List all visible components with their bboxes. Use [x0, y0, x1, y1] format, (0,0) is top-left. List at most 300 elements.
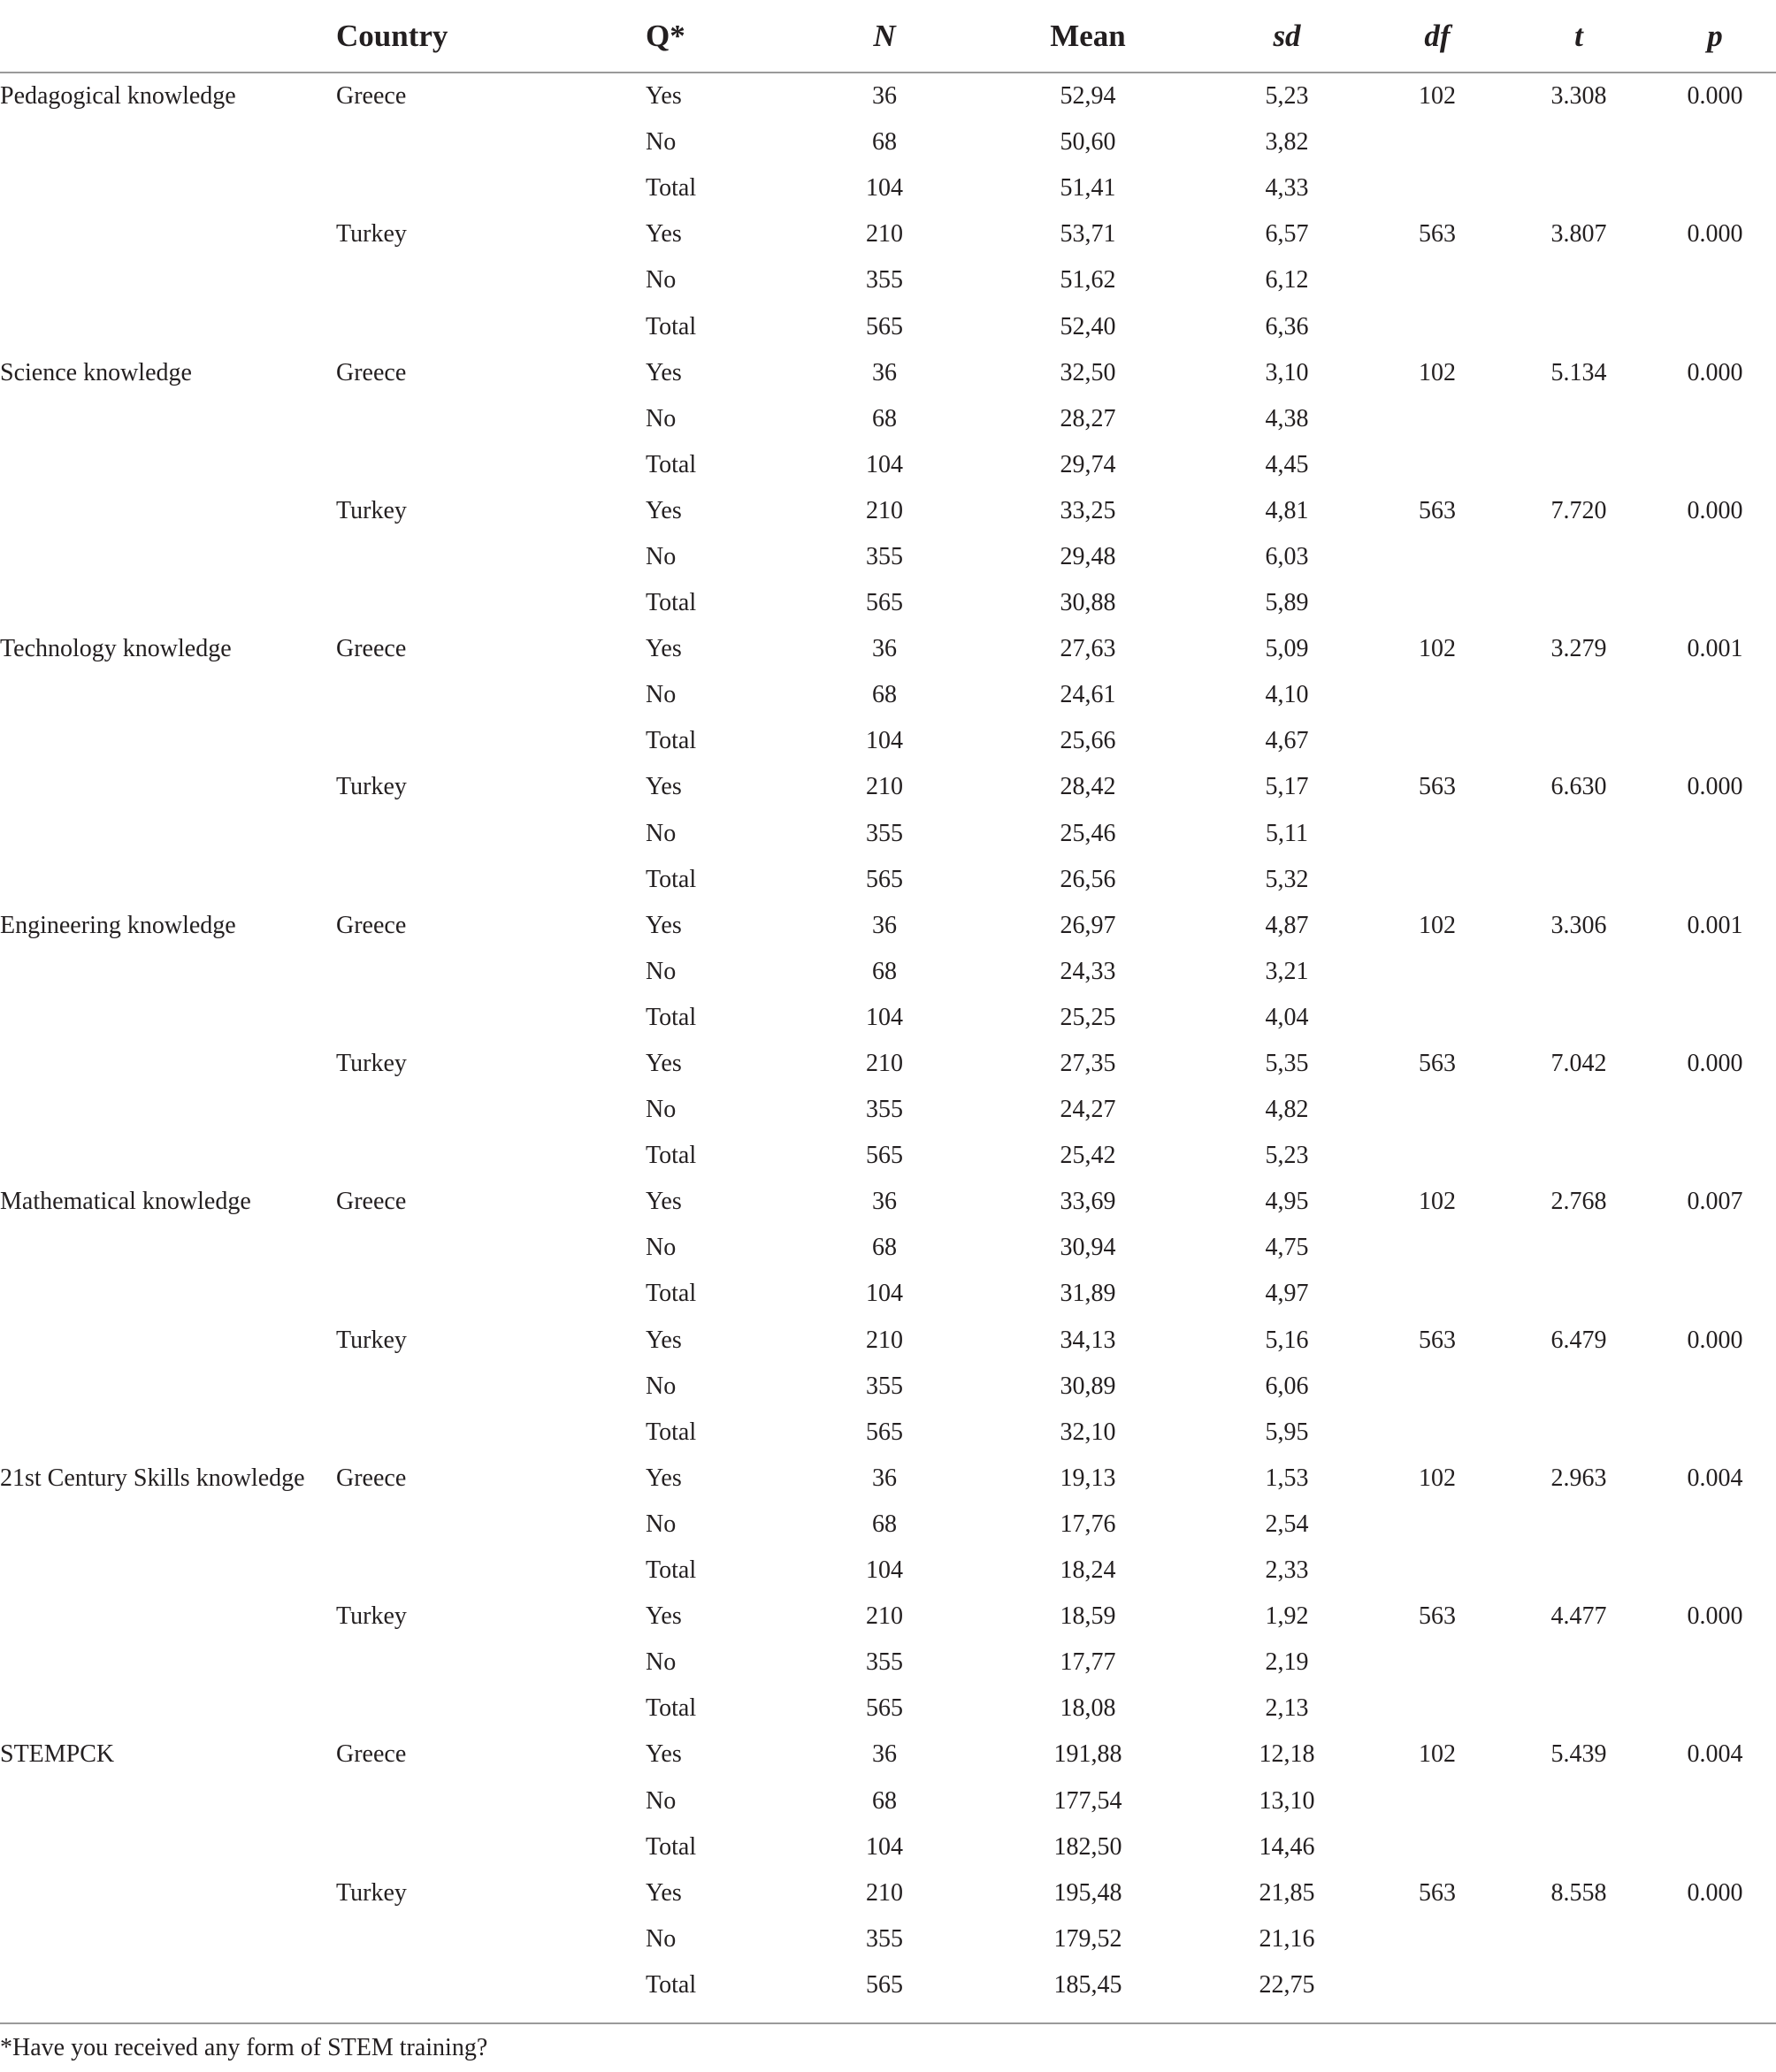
- cell-p: [1654, 995, 1776, 1041]
- cell-t: [1504, 1686, 1654, 1732]
- cell-q: Total: [646, 312, 697, 340]
- cell-country: [336, 672, 646, 718]
- cell-sd: 5,16: [1265, 1326, 1309, 1354]
- table-row: [0, 1041, 1776, 1087]
- cell-sd: 4,33: [1265, 174, 1309, 203]
- cell-n: 104: [866, 450, 903, 478]
- cell-mean: 29,74: [1060, 450, 1116, 478]
- cell-q: Yes: [646, 1878, 682, 1907]
- cell-mean: 31,89: [1060, 1280, 1116, 1308]
- cell-q: No: [646, 957, 677, 985]
- table-row: [0, 1686, 1776, 1732]
- cell-mean: 17,77: [1060, 1648, 1116, 1677]
- cell-n: 36: [872, 1464, 897, 1492]
- cell-p: 0.000: [1687, 496, 1743, 524]
- cell-variable: Engineering knowledge: [0, 911, 236, 939]
- cell-t: 4.477: [1550, 1602, 1607, 1631]
- cell-sd: 4,67: [1265, 727, 1309, 755]
- cell-t: [1504, 396, 1654, 442]
- cell-country: [336, 1087, 646, 1133]
- cell-country: [336, 442, 646, 488]
- cell-q: No: [646, 681, 677, 709]
- cell-p: 0.001: [1687, 635, 1743, 663]
- cell-mean: 51,41: [1060, 174, 1116, 203]
- table-row: [0, 1364, 1776, 1410]
- cell-t: [1504, 1640, 1654, 1686]
- cell-mean: 177,54: [1053, 1786, 1122, 1815]
- cell-n: 68: [872, 957, 897, 985]
- header-t: t: [1504, 0, 1654, 73]
- cell-df: [1371, 1640, 1504, 1686]
- cell-q: Total: [646, 450, 697, 478]
- cell-df: [1371, 1824, 1504, 1870]
- header-country: Country: [336, 0, 646, 73]
- cell-q: Total: [646, 865, 697, 893]
- cell-p: 0.007: [1687, 1188, 1743, 1216]
- cell-n: 355: [866, 1648, 903, 1677]
- cell-variable: [0, 1318, 336, 1364]
- cell-variable: STEMPCK: [0, 1740, 115, 1769]
- cell-n: 355: [866, 1372, 903, 1400]
- cell-t: 3.306: [1550, 911, 1607, 939]
- table-row: [0, 1916, 1776, 1962]
- cell-t: [1504, 1225, 1654, 1271]
- cell-p: [1654, 1962, 1776, 2008]
- table-row: [0, 1548, 1776, 1594]
- cell-mean: 33,69: [1060, 1188, 1116, 1216]
- cell-sd: 5,17: [1265, 773, 1309, 801]
- cell-q: No: [646, 1924, 677, 1953]
- cell-country: [336, 1364, 646, 1410]
- cell-df: 563: [1419, 1050, 1456, 1078]
- cell-q: No: [646, 1648, 677, 1677]
- cell-df: [1371, 672, 1504, 718]
- cell-q: Total: [646, 1280, 697, 1308]
- cell-variable: [0, 1364, 336, 1410]
- cell-variable: [0, 580, 336, 626]
- cell-q: Total: [646, 1556, 697, 1585]
- cell-q: Total: [646, 1142, 697, 1170]
- cell-variable: [0, 119, 336, 165]
- cell-p: [1654, 119, 1776, 165]
- cell-sd: 3,82: [1265, 128, 1309, 157]
- cell-q: Yes: [646, 1602, 682, 1631]
- cell-variable: Pedagogical knowledge: [0, 82, 236, 111]
- cell-sd: 4,75: [1265, 1234, 1309, 1262]
- cell-mean: 18,59: [1060, 1602, 1116, 1631]
- cell-df: [1371, 119, 1504, 165]
- cell-mean: 25,42: [1060, 1142, 1116, 1170]
- table-row: [0, 442, 1776, 488]
- cell-variable: Technology knowledge: [0, 635, 232, 663]
- table-row: [0, 534, 1776, 580]
- cell-df: [1371, 1364, 1504, 1410]
- cell-n: 210: [866, 1326, 903, 1354]
- cell-sd: 13,10: [1259, 1786, 1315, 1815]
- cell-n: 68: [872, 1510, 897, 1538]
- cell-n: 68: [872, 128, 897, 157]
- cell-p: 0.004: [1687, 1464, 1743, 1492]
- table-footnote: *Have you received any form of STEM training?: [0, 2034, 488, 2061]
- cell-t: [1504, 580, 1654, 626]
- cell-sd: 5,23: [1265, 82, 1309, 111]
- cell-sd: 1,53: [1265, 1464, 1309, 1492]
- cell-n: 36: [872, 911, 897, 939]
- cell-p: [1654, 1502, 1776, 1548]
- table-row: [0, 1778, 1776, 1824]
- cell-n: 104: [866, 1832, 903, 1861]
- cell-variable: [0, 488, 336, 534]
- cell-p: 0.000: [1687, 1602, 1743, 1631]
- cell-t: [1504, 1502, 1654, 1548]
- cell-df: [1371, 1133, 1504, 1179]
- table-header-row: [0, 0, 1776, 73]
- cell-variable: 21st Century Skills knowledge: [0, 1464, 305, 1492]
- cell-q: No: [646, 1786, 677, 1815]
- cell-q: Total: [646, 1418, 697, 1446]
- cell-variable: [0, 1041, 336, 1087]
- cell-n: 565: [866, 1418, 903, 1446]
- table-row: [0, 1962, 1776, 2008]
- cell-n: 68: [872, 681, 897, 709]
- table-row: [0, 1318, 1776, 1364]
- cell-p: [1654, 1824, 1776, 1870]
- cell-t: 7.720: [1550, 496, 1607, 524]
- cell-mean: 28,27: [1060, 404, 1116, 432]
- cell-sd: 5,11: [1266, 819, 1308, 847]
- cell-country: [336, 396, 646, 442]
- cell-variable: [0, 1916, 336, 1962]
- cell-country: [336, 1778, 646, 1824]
- cell-t: [1504, 949, 1654, 995]
- cell-n: 68: [872, 1234, 897, 1262]
- cell-variable: [0, 1686, 336, 1732]
- cell-n: 210: [866, 1602, 903, 1631]
- cell-variable: [0, 857, 336, 903]
- cell-n: 36: [872, 358, 897, 386]
- cell-mean: 51,62: [1060, 266, 1116, 294]
- cell-sd: 22,75: [1259, 1970, 1315, 1999]
- cell-country: [336, 949, 646, 995]
- cell-t: 2.768: [1550, 1188, 1607, 1216]
- cell-p: [1654, 949, 1776, 995]
- table-row: [0, 1640, 1776, 1686]
- cell-q: Total: [646, 1003, 697, 1031]
- cell-n: 36: [872, 1740, 897, 1769]
- cell-mean: 33,25: [1060, 496, 1116, 524]
- cell-t: 3.279: [1550, 635, 1607, 663]
- cell-n: 68: [872, 1786, 897, 1815]
- cell-t: 3.807: [1550, 220, 1607, 248]
- cell-q: Total: [646, 174, 697, 203]
- cell-mean: 25,66: [1060, 727, 1116, 755]
- cell-mean: 18,08: [1060, 1694, 1116, 1723]
- cell-n: 355: [866, 266, 903, 294]
- cell-variable: [0, 396, 336, 442]
- cell-country: [336, 857, 646, 903]
- cell-p: 0.000: [1687, 773, 1743, 801]
- cell-q: No: [646, 128, 677, 157]
- table-bottom-rule: [0, 2022, 1776, 2024]
- cell-country: [336, 580, 646, 626]
- cell-p: 0.000: [1687, 1326, 1743, 1354]
- cell-df: 102: [1419, 1464, 1456, 1492]
- cell-country: [336, 1916, 646, 1962]
- cell-t: 8.558: [1550, 1878, 1607, 1907]
- cell-mean: 185,45: [1053, 1970, 1122, 1999]
- cell-variable: Mathematical knowledge: [0, 1188, 251, 1216]
- table-row: [0, 350, 1776, 396]
- cell-mean: 26,97: [1060, 911, 1116, 939]
- cell-n: 68: [872, 404, 897, 432]
- cell-mean: 195,48: [1053, 1878, 1122, 1907]
- cell-sd: 4,87: [1265, 911, 1309, 939]
- cell-t: [1504, 1824, 1654, 1870]
- cell-country: Turkey: [336, 1050, 407, 1078]
- cell-mean: 53,71: [1060, 220, 1116, 248]
- table-row: [0, 303, 1776, 349]
- cell-p: [1654, 672, 1776, 718]
- cell-q: No: [646, 1234, 677, 1262]
- cell-variable: [0, 1594, 336, 1640]
- cell-q: Yes: [646, 1050, 682, 1078]
- cell-variable: [0, 1778, 336, 1824]
- cell-n: 355: [866, 542, 903, 570]
- cell-p: 0.000: [1687, 82, 1743, 111]
- header-sd: sd: [1203, 0, 1371, 73]
- cell-sd: 3,21: [1265, 957, 1309, 985]
- cell-df: 102: [1419, 911, 1456, 939]
- cell-sd: 4,81: [1265, 496, 1309, 524]
- cell-t: [1504, 303, 1654, 349]
- cell-n: 104: [866, 174, 903, 203]
- cell-mean: 30,89: [1060, 1372, 1116, 1400]
- cell-p: [1654, 303, 1776, 349]
- cell-country: Greece: [336, 358, 407, 386]
- cell-p: [1654, 257, 1776, 303]
- cell-n: 36: [872, 82, 897, 111]
- cell-variable: [0, 1133, 336, 1179]
- cell-t: [1504, 1087, 1654, 1133]
- cell-mean: 24,33: [1060, 957, 1116, 985]
- table-row: [0, 1133, 1776, 1179]
- cell-df: [1371, 1225, 1504, 1271]
- cell-mean: 52,40: [1060, 312, 1116, 340]
- cell-q: Yes: [646, 82, 682, 111]
- cell-p: [1654, 1548, 1776, 1594]
- cell-df: [1371, 1410, 1504, 1456]
- cell-variable: [0, 995, 336, 1041]
- cell-country: [336, 1686, 646, 1732]
- table-row: [0, 1410, 1776, 1456]
- cell-variable: [0, 764, 336, 810]
- cell-country: Greece: [336, 1464, 407, 1492]
- cell-mean: 25,46: [1060, 819, 1116, 847]
- cell-country: [336, 1271, 646, 1317]
- cell-df: [1371, 534, 1504, 580]
- cell-p: [1654, 1916, 1776, 1962]
- header-p: p: [1654, 0, 1776, 73]
- table-row: [0, 764, 1776, 810]
- cell-df: 563: [1419, 1326, 1456, 1354]
- cell-country: Turkey: [336, 220, 407, 248]
- cell-q: No: [646, 404, 677, 432]
- cell-df: 563: [1419, 220, 1456, 248]
- cell-country: Turkey: [336, 1878, 407, 1907]
- cell-variable: [0, 534, 336, 580]
- table-row: [0, 1824, 1776, 1870]
- header-mean: Mean: [973, 0, 1203, 73]
- cell-country: [336, 1410, 646, 1456]
- cell-n: 565: [866, 1694, 903, 1723]
- cell-t: [1504, 165, 1654, 211]
- cell-variable: [0, 1870, 336, 1916]
- cell-mean: 30,88: [1060, 589, 1116, 617]
- cell-p: [1654, 534, 1776, 580]
- cell-mean: 17,76: [1060, 1510, 1116, 1538]
- cell-mean: 18,24: [1060, 1556, 1116, 1585]
- cell-sd: 5,95: [1265, 1418, 1309, 1446]
- cell-p: [1654, 857, 1776, 903]
- table-row: [0, 1502, 1776, 1548]
- table-row: [0, 1179, 1776, 1225]
- cell-df: [1371, 165, 1504, 211]
- cell-n: 210: [866, 1050, 903, 1078]
- cell-df: [1371, 303, 1504, 349]
- cell-variable: [0, 1502, 336, 1548]
- cell-df: 102: [1419, 635, 1456, 663]
- cell-t: 7.042: [1550, 1050, 1607, 1078]
- cell-n: 355: [866, 819, 903, 847]
- cell-variable: [0, 811, 336, 857]
- cell-p: [1654, 442, 1776, 488]
- cell-q: Total: [646, 589, 697, 617]
- cell-sd: 4,38: [1265, 404, 1309, 432]
- table-row: [0, 811, 1776, 857]
- cell-q: Yes: [646, 358, 682, 386]
- cell-mean: 25,25: [1060, 1003, 1116, 1031]
- cell-country: Greece: [336, 1740, 407, 1769]
- cell-mean: 30,94: [1060, 1234, 1116, 1262]
- table-row: [0, 903, 1776, 949]
- cell-country: [336, 534, 646, 580]
- header-df: df: [1371, 0, 1504, 73]
- cell-sd: 6,12: [1265, 266, 1309, 294]
- cell-df: [1371, 1778, 1504, 1824]
- cell-t: 3.308: [1550, 82, 1607, 111]
- cell-q: Yes: [646, 1740, 682, 1769]
- cell-sd: 5,89: [1265, 589, 1309, 617]
- cell-p: [1654, 580, 1776, 626]
- cell-sd: 2,13: [1265, 1694, 1309, 1723]
- cell-sd: 4,45: [1265, 450, 1309, 478]
- cell-t: [1504, 1133, 1654, 1179]
- cell-sd: 6,06: [1265, 1372, 1309, 1400]
- cell-sd: 5,09: [1265, 635, 1309, 663]
- cell-variable: [0, 257, 336, 303]
- cell-t: [1504, 119, 1654, 165]
- cell-t: [1504, 1410, 1654, 1456]
- cell-variable: [0, 211, 336, 257]
- cell-t: [1504, 1271, 1654, 1317]
- cell-country: Turkey: [336, 773, 407, 801]
- table-row: [0, 1732, 1776, 1778]
- cell-q: Yes: [646, 911, 682, 939]
- cell-df: [1371, 257, 1504, 303]
- cell-df: [1371, 1962, 1504, 2008]
- cell-q: Yes: [646, 1326, 682, 1354]
- cell-p: [1654, 1410, 1776, 1456]
- cell-df: [1371, 1548, 1504, 1594]
- cell-mean: 52,94: [1060, 82, 1116, 111]
- cell-p: [1654, 1364, 1776, 1410]
- cell-n: 210: [866, 1878, 903, 1907]
- cell-q: Yes: [646, 635, 682, 663]
- cell-df: [1371, 949, 1504, 995]
- cell-variable: [0, 442, 336, 488]
- cell-sd: 1,92: [1265, 1602, 1309, 1631]
- cell-sd: 5,35: [1265, 1050, 1309, 1078]
- cell-mean: 179,52: [1053, 1924, 1122, 1953]
- cell-variable: [0, 1640, 336, 1686]
- cell-sd: 14,46: [1259, 1832, 1315, 1861]
- cell-variable: [0, 1225, 336, 1271]
- cell-p: [1654, 165, 1776, 211]
- cell-country: [336, 1225, 646, 1271]
- cell-country: [336, 811, 646, 857]
- cell-t: [1504, 534, 1654, 580]
- table-row: [0, 257, 1776, 303]
- cell-t: [1504, 718, 1654, 764]
- cell-q: Total: [646, 727, 697, 755]
- header-n: N: [796, 0, 973, 73]
- cell-n: 36: [872, 635, 897, 663]
- cell-country: [336, 1548, 646, 1594]
- cell-df: [1371, 1686, 1504, 1732]
- cell-n: 104: [866, 1556, 903, 1585]
- cell-q: Total: [646, 1694, 697, 1723]
- cell-t: [1504, 995, 1654, 1041]
- cell-country: [336, 1502, 646, 1548]
- cell-p: [1654, 1225, 1776, 1271]
- cell-country: [336, 1640, 646, 1686]
- cell-mean: 50,60: [1060, 128, 1116, 157]
- cell-n: 36: [872, 1188, 897, 1216]
- cell-q: No: [646, 819, 677, 847]
- cell-df: [1371, 580, 1504, 626]
- cell-country: [336, 303, 646, 349]
- cell-variable: [0, 672, 336, 718]
- cell-variable: [0, 303, 336, 349]
- cell-n: 210: [866, 220, 903, 248]
- cell-p: 0.000: [1687, 1878, 1743, 1907]
- cell-t: [1504, 1962, 1654, 2008]
- cell-p: 0.000: [1687, 220, 1743, 248]
- cell-mean: 32,10: [1060, 1418, 1116, 1446]
- cell-df: [1371, 857, 1504, 903]
- cell-sd: 5,23: [1265, 1142, 1309, 1170]
- cell-p: [1654, 1087, 1776, 1133]
- cell-variable: [0, 1824, 336, 1870]
- cell-variable: [0, 165, 336, 211]
- cell-n: 565: [866, 1970, 903, 1999]
- cell-variable: [0, 1962, 336, 2008]
- cell-sd: 4,82: [1265, 1096, 1309, 1124]
- cell-variable: Science knowledge: [0, 358, 192, 386]
- cell-mean: 27,35: [1060, 1050, 1116, 1078]
- cell-mean: 28,42: [1060, 773, 1116, 801]
- cell-sd: 4,04: [1265, 1003, 1309, 1031]
